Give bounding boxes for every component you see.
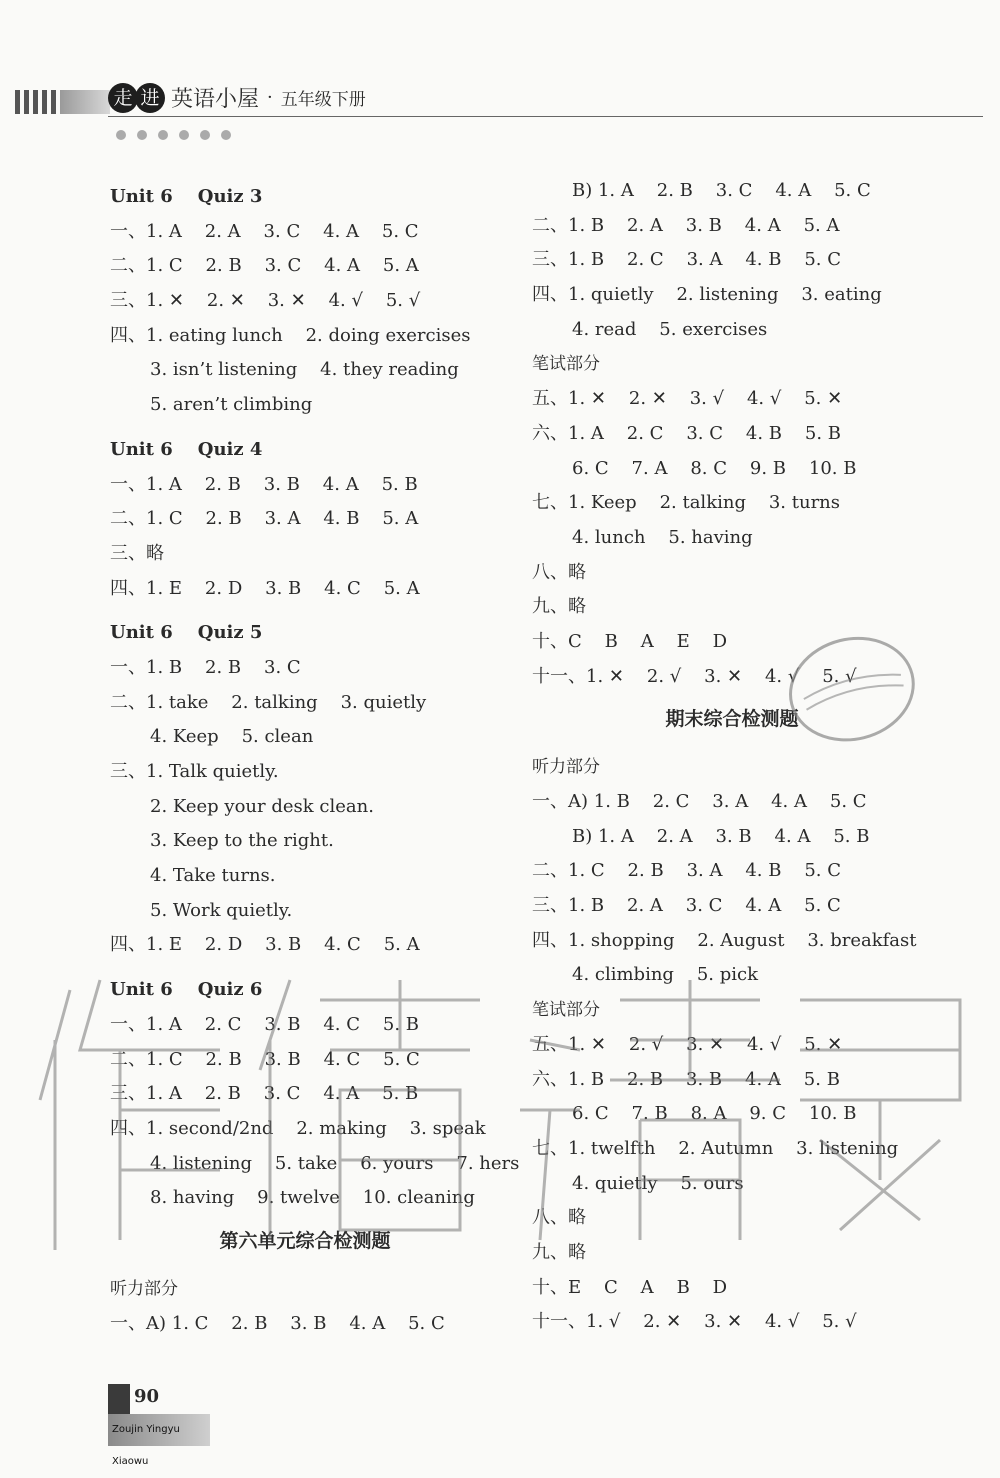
answer-line: 八、略 (532, 1207, 586, 1229)
answer-line: 4. lunch 5. having (572, 526, 753, 548)
book-logo (108, 82, 366, 113)
answer-line: 六、1. B 2. B 3. B 4. A 5. B (532, 1068, 840, 1090)
listening-heading: 听力部分 (110, 1278, 178, 1299)
answer-line: 2. Keep your desk clean. (150, 795, 374, 817)
header-gradient-bar (60, 90, 110, 114)
answer-line: 三、1. ✕ 2. ✕ 3. ✕ 4. √ 5. √ (110, 290, 421, 312)
answer-line: 五、1. ✕ 2. ✕ 3. √ 4. √ 5. ✕ (532, 388, 843, 410)
answer-line: B) 1. A 2. A 3. B 4. A 5. B (572, 825, 870, 847)
answer-line: 6. C 7. A 8. C 9. B 10. B (572, 457, 857, 479)
answer-line: 4. read 5. exercises (572, 318, 768, 340)
answer-line: 六、1. A 2. C 3. C 4. B 5. B (532, 422, 842, 444)
answer-line: 三、略 (110, 542, 164, 564)
answer-line: 3. Keep to the right. (150, 830, 334, 852)
answer-line: 8. having 9. twelve 10. cleaning (150, 1187, 475, 1209)
answer-line: 四、1. eating lunch 2. doing exercises (110, 324, 471, 346)
answer-line: 四、1. E 2. D 3. B 4. C 5. A (110, 577, 420, 599)
answer-line: 十、E C A B D (532, 1276, 728, 1298)
quiz4-title: Unit 6 Quiz 4 (110, 438, 263, 460)
answer-line: 四、1. shopping 2. August 3. breakfast (532, 929, 917, 951)
logo-char-2: 进 (135, 83, 165, 113)
title-separator: · (267, 87, 273, 108)
answer-line: 4. Keep 5. clean (150, 726, 314, 748)
written-heading: 笔试部分 (532, 1000, 600, 1021)
answer-line: 4. quietly 5. ours (572, 1172, 744, 1194)
answer-line: 5. Work quietly. (150, 899, 293, 921)
book-grade: 五年级下册 (280, 90, 366, 110)
answer-line: B) 1. A 2. B 3. C 4. A 5. C (572, 180, 871, 201)
written-heading: 笔试部分 (532, 354, 600, 375)
answer-line: 4. listening 5. take 6. yours 7. hers (150, 1152, 520, 1174)
answer-line: 五、1. ✕ 2. √ 3. ✕ 4. √ 5. ✕ (532, 1033, 843, 1055)
header-dots (116, 125, 242, 144)
unit-test-title: 第六单元综合检测题 (219, 1229, 391, 1252)
answer-line: 七、1. Keep 2. talking 3. turns (532, 492, 841, 514)
right-column (532, 174, 932, 1340)
book-title: 英语小屋 (171, 87, 260, 112)
footer-pinyin: Zoujin Yingyu Xiaowu (108, 1414, 210, 1446)
answer-line: 三、1. B 2. A 3. C 4. A 5. C (532, 895, 841, 917)
answer-line: 一、1. A 2. B 3. B 4. A 5. B (110, 473, 418, 495)
answer-line: 二、1. C 2. B 3. A 4. B 5. A (110, 508, 419, 530)
final-test-title: 期末综合检测题 (665, 708, 799, 731)
logo-char-1: 走 (108, 83, 138, 113)
answer-line: 九、略 (532, 596, 586, 618)
answer-line: 七、1. twelfth 2. Autumn 3. listening (532, 1137, 899, 1159)
answer-line: 二、1. C 2. B 3. C 4. A 5. A (110, 255, 419, 277)
header-stripes (15, 90, 60, 118)
answer-line: 一、1. A 2. A 3. C 4. A 5. C (110, 220, 419, 242)
answer-line: 4. climbing 5. pick (572, 964, 759, 986)
answer-line: 二、1. C 2. B 3. A 4. B 5. C (532, 860, 842, 882)
answer-line: 6. C 7. B 8. A 9. C 10. B (572, 1103, 857, 1125)
quiz5-title: Unit 6 Quiz 5 (110, 622, 263, 644)
answer-line: 三、1. Talk quietly. (110, 761, 279, 782)
answer-line: 三、1. A 2. B 3. C 4. A 5. B (110, 1083, 419, 1105)
answer-line: 四、1. second/2nd 2. making 3. speak (110, 1117, 486, 1139)
answer-line: 一、A) 1. B 2. C 3. A 4. A 5. C (532, 791, 867, 812)
answer-line: 4. Take turns. (150, 865, 276, 887)
answer-line: 一、1. A 2. C 3. B 4. C 5. B (110, 1013, 420, 1035)
answer-line: 一、1. B 2. B 3. C (110, 656, 301, 678)
answer-line: 3. isn’t listening 4. they reading (150, 359, 459, 381)
answer-line: 十一、1. √ 2. ✕ 3. ✕ 4. √ 5. √ (532, 1311, 857, 1333)
answer-line: 一、A) 1. C 2. B 3. B 4. A 5. C (110, 1312, 445, 1334)
answer-line: 十一、1. ✕ 2. √ 3. ✕ 4. √ 5. √ (532, 665, 857, 687)
quiz6-title: Unit 6 Quiz 6 (110, 979, 263, 1001)
left-column (110, 174, 520, 1341)
listening-heading: 听力部分 (532, 757, 600, 778)
page-header (0, 78, 1000, 138)
answer-line: 5. aren’t climbing (150, 394, 313, 416)
quiz3-title: Unit 6 Quiz 3 (110, 186, 263, 207)
answer-line: 二、1. C 2. B 3. B 4. C 5. C (110, 1048, 420, 1070)
answer-line: 四、1. quietly 2. listening 3. eating (532, 284, 882, 306)
answer-line: 八、略 (532, 561, 586, 583)
answer-line: 三、1. B 2. C 3. A 4. B 5. C (532, 249, 842, 271)
answer-line: 四、1. E 2. D 3. B 4. C 5. A (110, 934, 420, 956)
answer-line: 二、1. take 2. talking 3. quietly (110, 691, 427, 713)
page-number: 90 (134, 1386, 160, 1407)
answer-line: 二、1. B 2. A 3. B 4. A 5. A (532, 214, 840, 236)
answer-line: 九、略 (532, 1241, 586, 1263)
header-rule (108, 116, 983, 117)
answer-line: 十、C B A E D (532, 630, 728, 652)
